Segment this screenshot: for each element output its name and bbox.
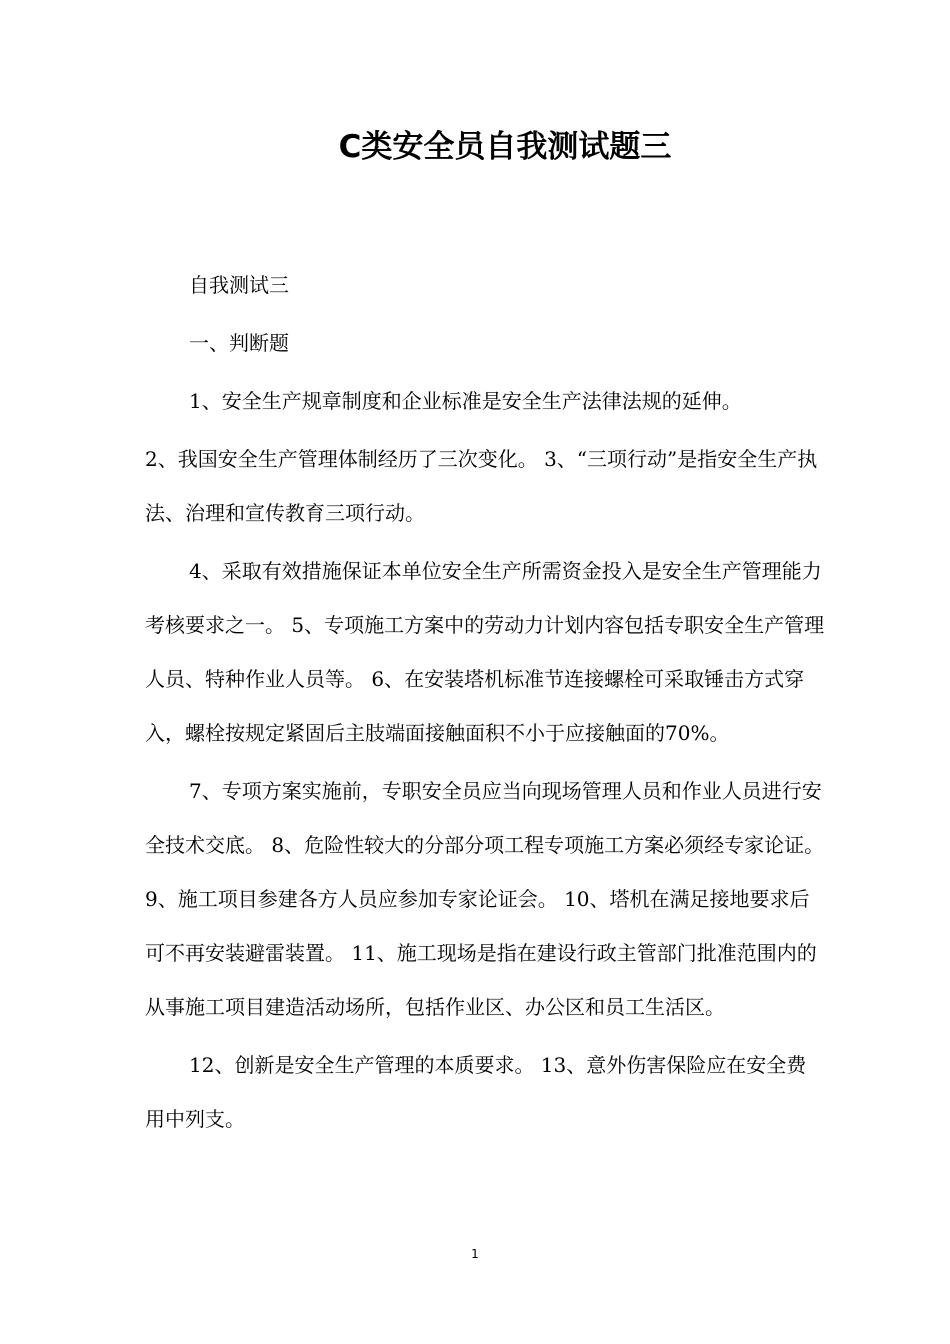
paragraph-question-1: 1、安全生产规章制度和企业标准是安全生产法律法规的延伸。 bbox=[189, 389, 742, 413]
page-number: 1 bbox=[471, 1247, 479, 1261]
document-title: C类安全员自我测试题三 bbox=[338, 129, 672, 165]
paragraph-questions-12-13: 12、创新是安全生产管理的本质要求。 13、意外伤害保险应在安全费用中列支。 bbox=[145, 1053, 807, 1131]
paragraph-questions-2-3: 2、我国安全生产管理体制经历了三次变化。 3、“三项行动”是指安全生产执法、治理和宣传教育三项行动。 bbox=[145, 447, 818, 525]
paragraph-questions-4-6: 4、采取有效措施保证本单位安全生产所需资金投入是安全生产管理能力考核要求之一。 5、专项施工方案中的劳动力计划内容包括专职安全生产管理人员、特种作业人员等。 6、在安装塔机标准节连接螺栓可采取锤击方式穿入，螺栓按规定紧固后主肢端面接触面积不小于应接触面的70%。 bbox=[145, 559, 825, 745]
paragraph-section-title: 自我测试三 bbox=[189, 273, 289, 297]
paragraph-question-type: 一、判断题 bbox=[189, 331, 289, 355]
paragraph-questions-7-11: 7、专项方案实施前，专职安全员应当向现场管理人员和作业人员进行安全技术交底。 8、危险性较大的分部分项工程专项施工方案必须经专家论证。 9、施工项目参建各方人员应参加专家论证会。 10、塔机在满足接地要求后可不再安装避雷装置。 11、施工现场是指在建设行政主管部门批准范围内的从事施工项目建造活动场所，包括作业区、办公区和员工生活区。 bbox=[145, 779, 825, 1019]
document-body bbox=[145, 258, 825, 1146]
